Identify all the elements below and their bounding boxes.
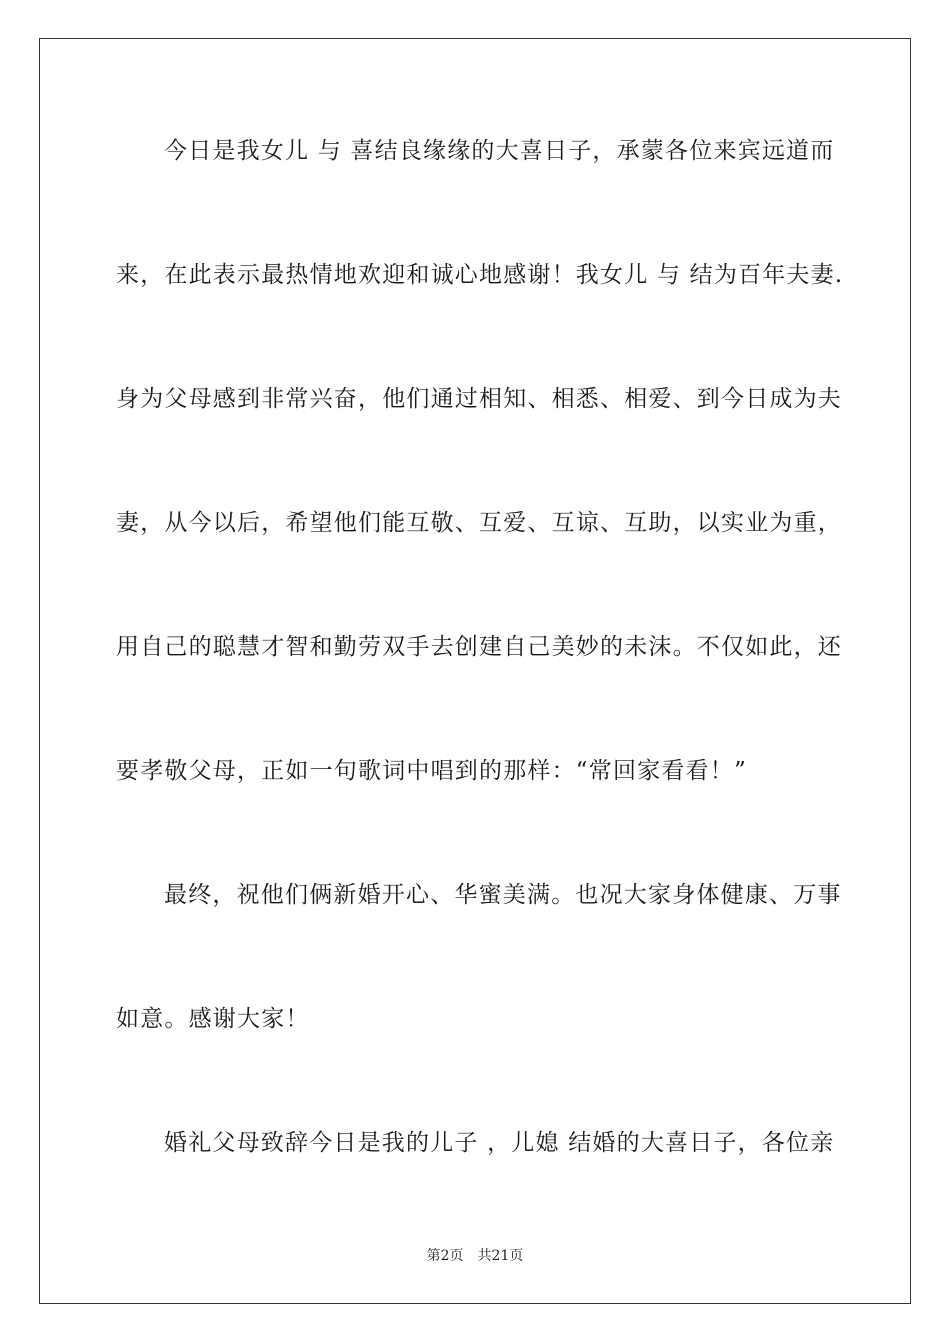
page-footer (0, 1247, 950, 1265)
paragraph-line-7: 最终，祝他们俩新婚开心、华蜜美满。也况大家身体健康、万事 (164, 882, 842, 908)
paragraph-line-5: 用自己的聪慧才智和勤劳双手去创建自己美妙的未沫。不仅如此，还 (116, 634, 842, 660)
page-border (39, 38, 911, 1304)
paragraph-line-2: 来，在此表示最热情地欢迎和诚心地感谢！我女儿 与 结为百年夫妻. (116, 262, 844, 288)
paragraph-line-1: 今日是我女儿 与 喜结良缘缘的大喜日子，承蒙各位来宾远道而 (164, 138, 835, 164)
paragraph-line-9: 婚礼父母致辞今日是我的儿子 ，儿媳 结婚的大喜日子，各位亲 (164, 1130, 835, 1156)
paragraph-line-6: 要孝敬父母，正如一句歌词中唱到的那样：“常回家看看！” (116, 758, 747, 784)
paragraph-line-4: 妻，从今以后，希望他们能互敬、互爱、互谅、互助，以实业为重， (116, 510, 842, 536)
page-total: 共21页 (477, 1248, 524, 1264)
page-number: 第2页 (426, 1248, 464, 1264)
paragraph-line-8: 如意。感谢大家！ (116, 1006, 310, 1032)
paragraph-line-3: 身为父母感到非常兴奋，他们通过相知、相悉、相爱、到今日成为夫 (116, 386, 842, 412)
